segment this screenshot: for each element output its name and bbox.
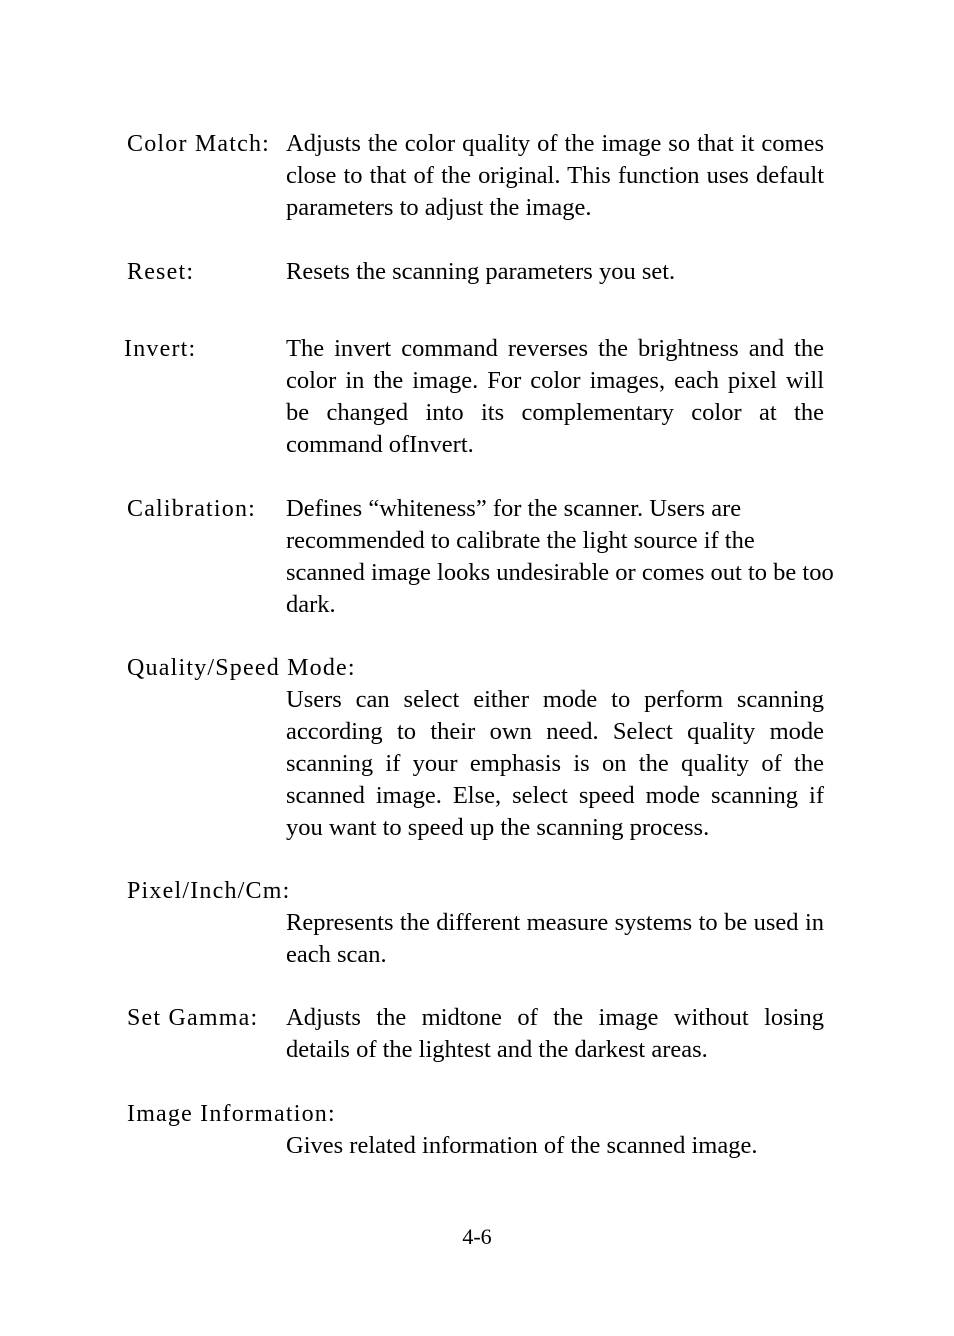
- term-reset: Reset:: [127, 259, 195, 285]
- desc-quality-speed-mode: Users can select either mode to perform scanning according to their own need. Select quality mode scanning if your emphasis is on the quality of the scanned image. Else, select speed mode scanning if you want to speed up the scanning process.: [286, 686, 824, 841]
- term-calibration: Calibration:: [127, 496, 257, 522]
- desc-color-match: Adjusts the color quality of the image so that it comes close to that of the original. This function uses default parameters to adjust the image.: [286, 130, 824, 221]
- desc-set-gamma: Adjusts the midtone of the image without losing details of the lightest and the darkest areas.: [286, 1004, 824, 1063]
- page-number: 4-6: [462, 1224, 492, 1249]
- term-invert: Invert:: [124, 336, 197, 362]
- desc-invert: The invert command reverses the brightness and the color in the image. For color images, each pixel will be changed into its complementary color at the command ofInvert.: [286, 335, 824, 458]
- desc-reset: Resets the scanning parameters you set.: [286, 258, 676, 285]
- term-set-gamma: Set Gamma:: [127, 1005, 259, 1031]
- term-quality-speed-mode: Quality/Speed Mode:: [127, 655, 356, 681]
- desc-pixel-inch-cm: Represents the different measure systems to be used in each scan.: [286, 909, 824, 968]
- term-image-information: Image Information:: [127, 1101, 336, 1127]
- desc-calibration: Defines “whiteness” for the scanner. Users are recommended to calibrate the light source if the scanned image looks undesirable or comes out to be too dark.: [286, 495, 834, 618]
- desc-image-information: Gives related information of the scanned image.: [286, 1132, 758, 1159]
- term-pixel-inch-cm: Pixel/Inch/Cm:: [127, 878, 291, 904]
- term-color-match: Color Match:: [127, 131, 271, 157]
